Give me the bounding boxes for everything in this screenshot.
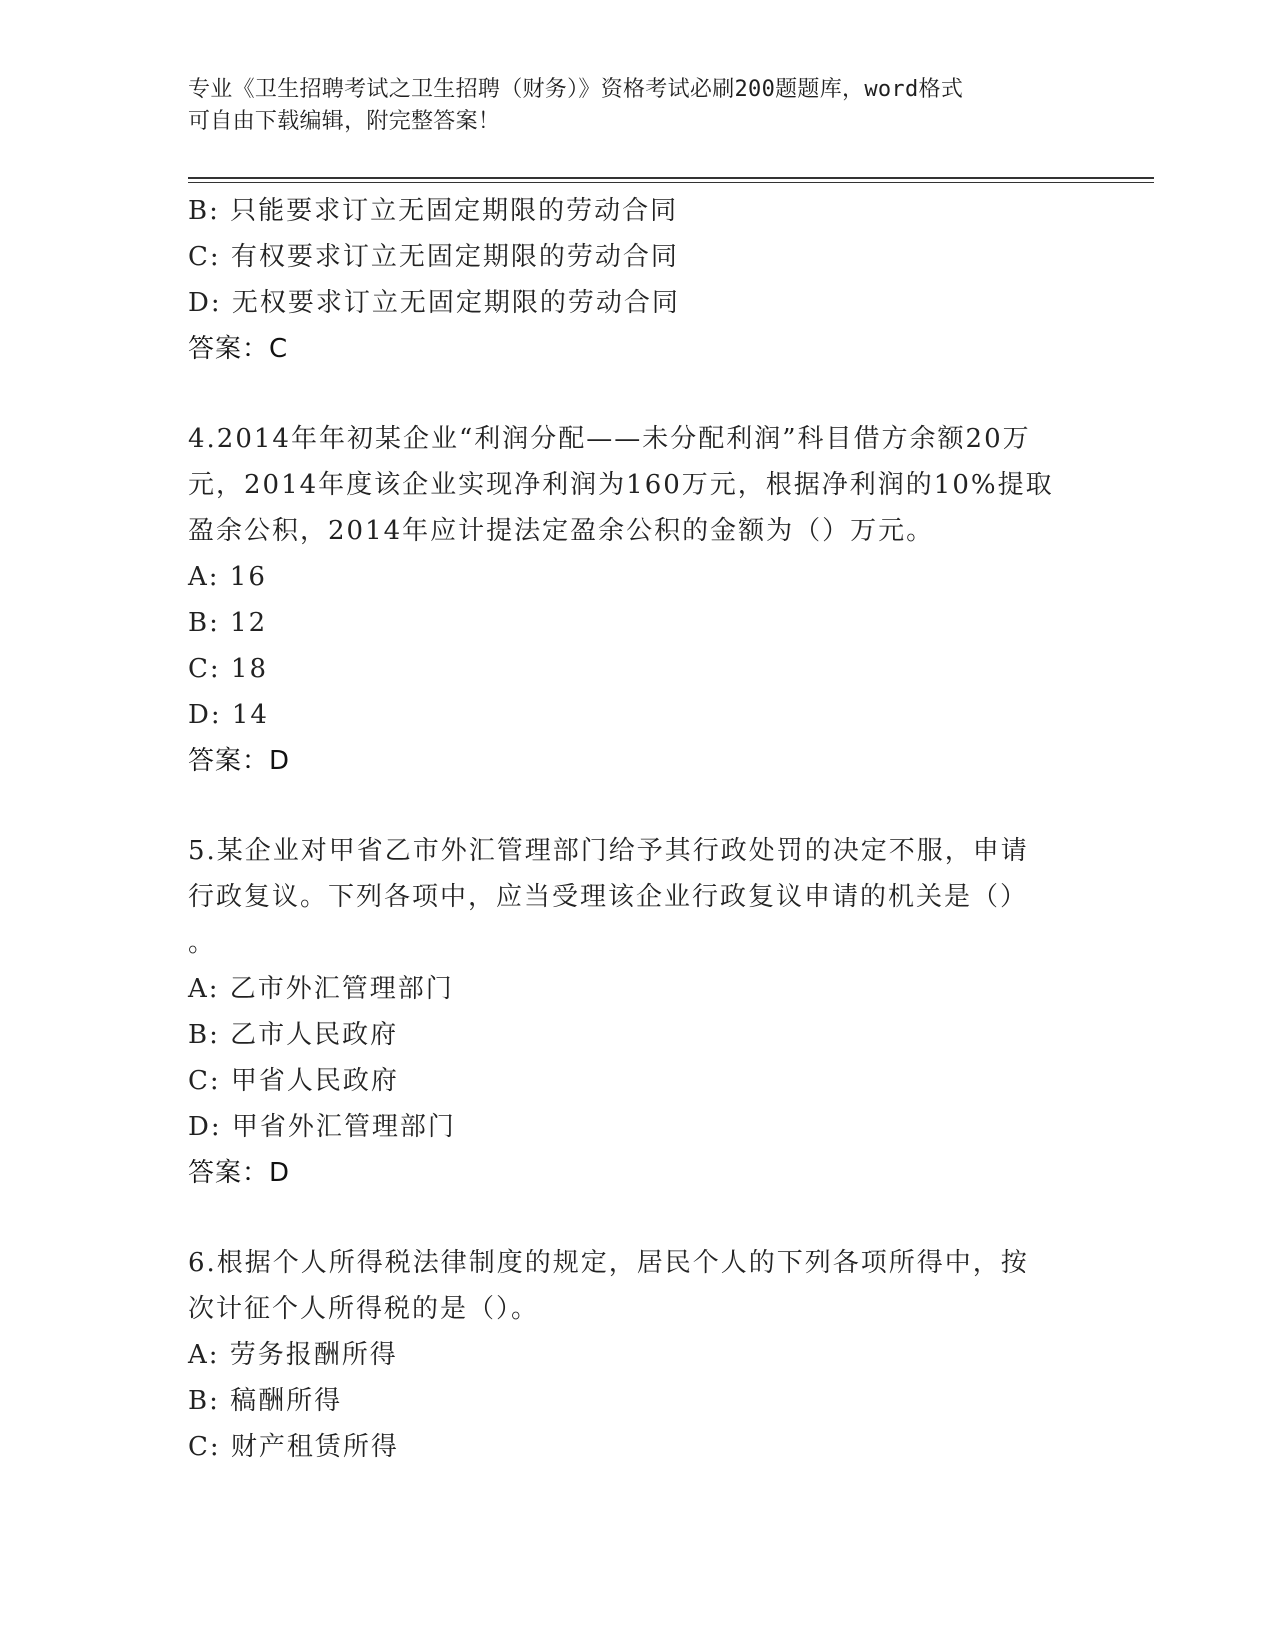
question-4	[188, 416, 1088, 784]
question-stem-line: 盈余公积，2014年应计提法定盈余公积的金额为（）万元。	[188, 516, 935, 546]
question-5	[188, 828, 1088, 1196]
option-d: D: 无权要求订立无固定期限的劳动合同	[188, 288, 680, 318]
option-a: A: 乙市外汇管理部门	[188, 974, 454, 1004]
spacer	[188, 1196, 1088, 1240]
option-c: C: 财产租赁所得	[188, 1432, 399, 1462]
header-divider-thin	[188, 182, 1154, 183]
question-stem-line: 。	[188, 928, 217, 958]
option-c: C: 甲省人民政府	[188, 1066, 399, 1096]
option-a: A: 劳务报酬所得	[188, 1340, 398, 1370]
option-b: B: 稿酬所得	[188, 1386, 343, 1416]
answer: 答案：C	[188, 334, 289, 364]
option-b: B: 只能要求订立无固定期限的劳动合同	[188, 196, 679, 226]
question-stem-line: 元，2014年度该企业实现净利润为160万元，根据净利润的10%提取	[188, 470, 1054, 500]
answer: 答案：D	[188, 746, 291, 776]
question-stem-line: 次计征个人所得税的是（）。	[188, 1294, 540, 1324]
option-b: B: 12	[188, 608, 268, 638]
option-c: C: 18	[188, 654, 269, 684]
header-line-1: 专业《卫生招聘考试之卫生招聘（财务）》资格考试必刷200题题库，word格式	[188, 77, 964, 102]
answer: 答案：D	[188, 1158, 291, 1188]
document-body	[188, 188, 1088, 1470]
option-c: C: 有权要求订立无固定期限的劳动合同	[188, 242, 679, 272]
question-stem-line: 4.2014年年初某企业“利润分配——未分配利润”科目借方余额20万	[188, 424, 1031, 454]
question-6	[188, 1240, 1088, 1470]
option-b: B: 乙市人民政府	[188, 1020, 399, 1050]
document-header	[188, 74, 1088, 138]
option-d: D: 14	[188, 700, 269, 730]
question-stem-line: 6.根据个人所得税法律制度的规定，居民个人的下列各项所得中，按	[188, 1248, 1029, 1278]
question-stem-line: 5.某企业对甲省乙市外汇管理部门给予其行政处罚的决定不服，申请	[188, 836, 1029, 866]
question-stem-line: 行政复议。下列各项中，应当受理该企业行政复议申请的机关是（）	[188, 882, 1029, 912]
spacer	[188, 784, 1088, 828]
header-divider	[188, 177, 1154, 179]
spacer	[188, 372, 1088, 416]
header-line-2: 可自由下载编辑，附完整答案！	[188, 109, 501, 134]
option-d: D: 甲省外汇管理部门	[188, 1112, 456, 1142]
option-a: A: 16	[188, 562, 267, 592]
question-3-tail	[188, 188, 1088, 372]
